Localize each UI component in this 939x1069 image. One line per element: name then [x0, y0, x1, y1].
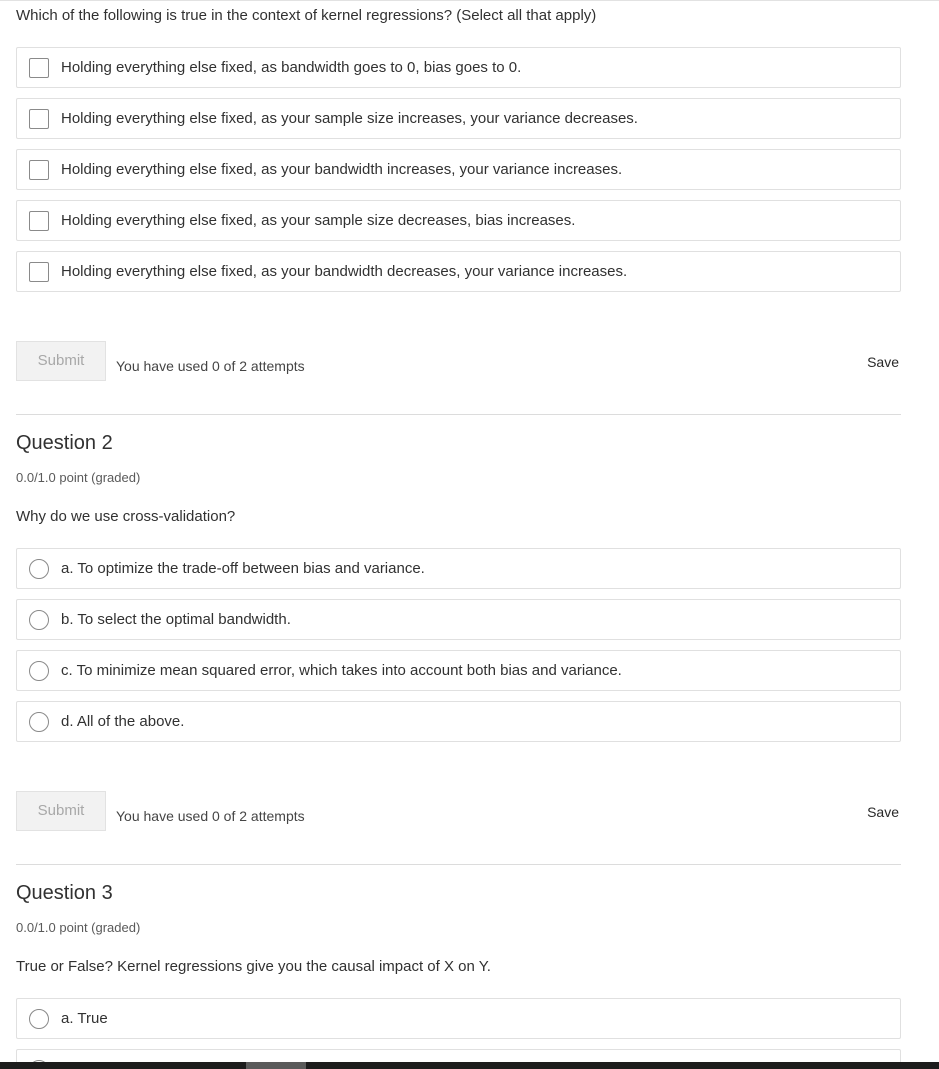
checkbox[interactable] [29, 109, 49, 129]
q1-attempts-text: You have used 0 of 2 attempts [116, 358, 305, 374]
q1-option-2[interactable] [16, 98, 901, 139]
q3-option-a[interactable] [16, 998, 901, 1039]
checkbox[interactable] [29, 262, 49, 282]
option-label: c. To minimize mean squared error, which takes into account both bias and variance. [61, 662, 622, 679]
q1-option-1[interactable] [16, 47, 901, 88]
q2-submit-button[interactable]: Submit [16, 791, 106, 831]
option-label: d. All of the above. [61, 713, 185, 730]
option-label: a. True [61, 1010, 108, 1027]
option-label: Holding everything else fixed, as your sample size decreases, bias increases. [61, 212, 576, 229]
q1-submit-button[interactable]: Submit [16, 341, 106, 381]
q1-option-5[interactable] [16, 251, 901, 292]
checkbox[interactable] [29, 211, 49, 231]
section-divider [16, 864, 901, 865]
q2-option-a[interactable] [16, 548, 901, 589]
q1-save-button[interactable]: Save [867, 354, 899, 370]
q2-save-button[interactable]: Save [867, 804, 899, 820]
section-divider [16, 414, 901, 415]
scrollbar-thumb[interactable] [246, 1062, 306, 1069]
question1-prompt: Which of the following is true in the context of kernel regressions? (Select all that apply) [16, 7, 597, 24]
option-label: a. To optimize the trade-off between bias and variance. [61, 560, 425, 577]
question3-points: 0.0/1.0 point (graded) [16, 920, 141, 935]
q2-option-d[interactable] [16, 701, 901, 742]
radio-button[interactable] [29, 559, 49, 579]
radio-button[interactable] [29, 712, 49, 732]
horizontal-scrollbar[interactable] [0, 1062, 939, 1069]
q1-option-4[interactable] [16, 200, 901, 241]
checkbox[interactable] [29, 58, 49, 78]
q2-attempts-text: You have used 0 of 2 attempts [116, 808, 305, 824]
radio-button[interactable] [29, 661, 49, 681]
question2-points: 0.0/1.0 point (graded) [16, 470, 141, 485]
question2-prompt: Why do we use cross-validation? [16, 508, 236, 525]
question2-title: Question 2 [16, 432, 113, 454]
option-label: b. To select the optimal bandwidth. [61, 611, 291, 628]
q2-option-c[interactable] [16, 650, 901, 691]
q2-option-b[interactable] [16, 599, 901, 640]
radio-button[interactable] [29, 1009, 49, 1029]
option-label: Holding everything else fixed, as your bandwidth increases, your variance increases. [61, 161, 623, 178]
option-label: Holding everything else fixed, as your bandwidth decreases, your variance increases. [61, 263, 628, 280]
q1-option-3[interactable] [16, 149, 901, 190]
top-divider [0, 0, 939, 1]
radio-button[interactable] [29, 610, 49, 630]
question3-prompt: True or False? Kernel regressions give you the causal impact of X on Y. [16, 958, 491, 975]
checkbox[interactable] [29, 160, 49, 180]
option-label: Holding everything else fixed, as bandwidth goes to 0, bias goes to 0. [61, 59, 522, 76]
question3-title: Question 3 [16, 882, 113, 904]
option-label: Holding everything else fixed, as your sample size increases, your variance decreases. [61, 110, 638, 127]
